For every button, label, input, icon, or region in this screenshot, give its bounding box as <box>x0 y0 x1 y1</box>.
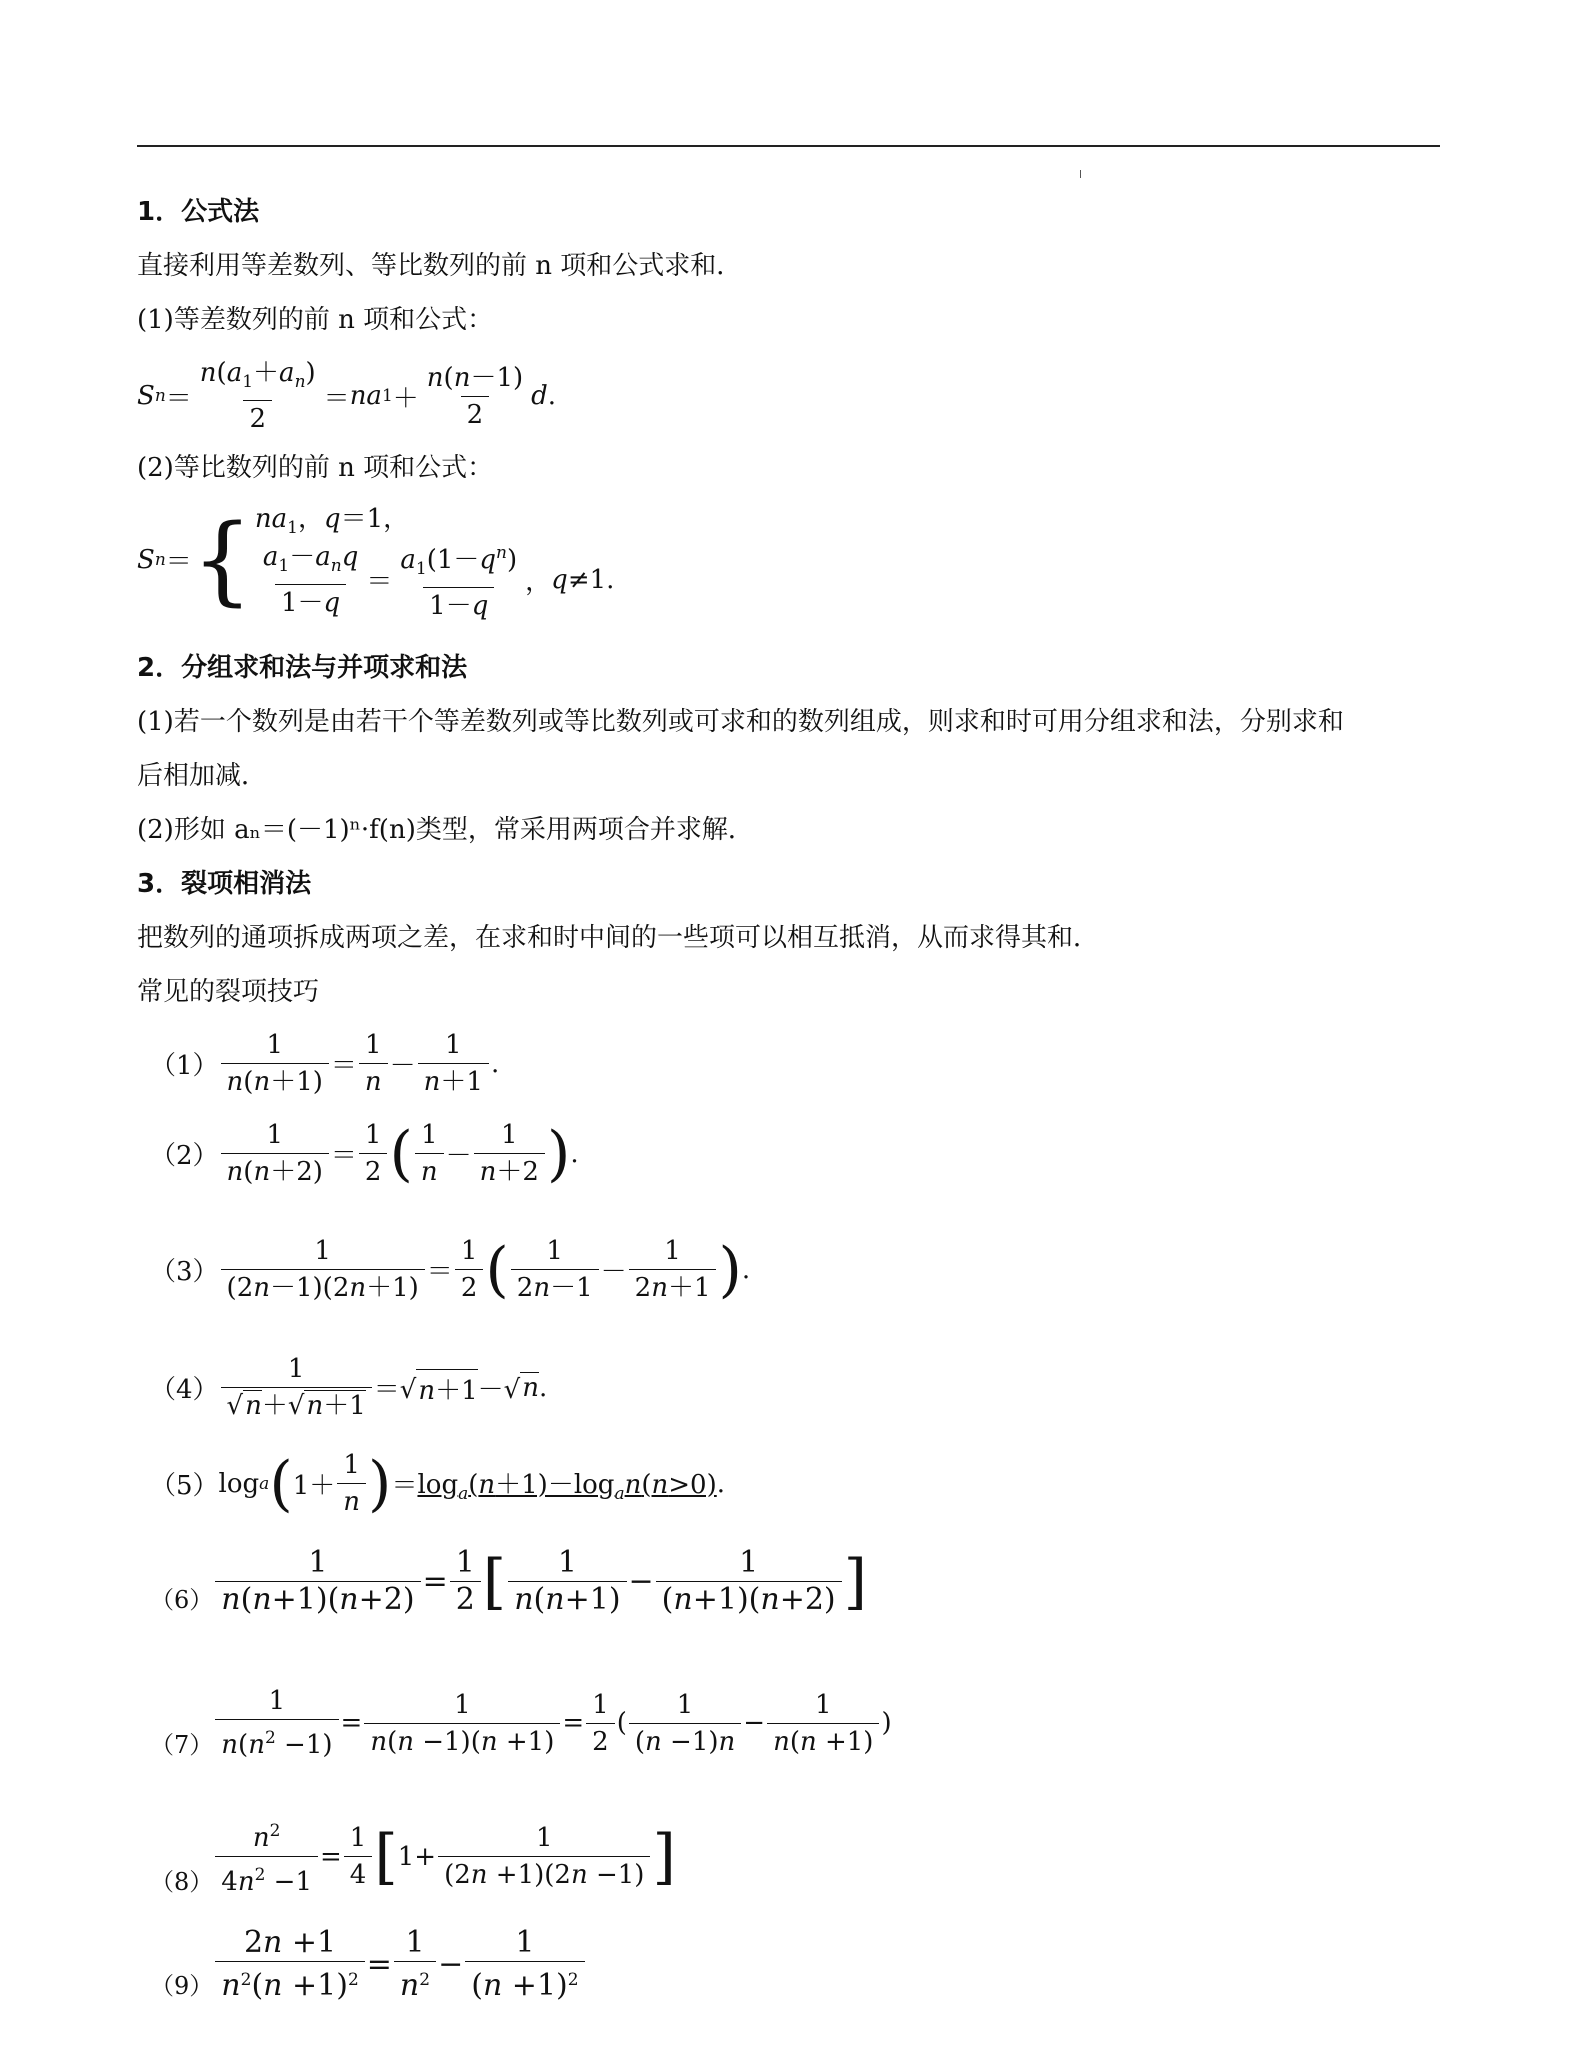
section-3-common: 常见的裂项技巧 <box>137 977 320 1007</box>
section-1-p1: (1)等差数列的前 n 项和公式： <box>137 305 494 335</box>
section-3-title: 3．裂项相消法 <box>137 869 312 899</box>
header-rule <box>137 145 1440 147</box>
section-2-p1a: (1)若一个数列是由若干个等差数列或等比数列或可求和的数列组成，则求和时可用分组求和法，分别求和 <box>137 707 1344 737</box>
label-8: （8） <box>150 1868 214 1896</box>
label-4: （4） <box>150 1375 219 1405</box>
split-formula-2: （2） $\frac{1}{n(n+2)}$ ＝ $\frac{1}{2}$ ( $\frac{1}{n}$ － $\frac{1}{n+2}$ ) . <box>150 1118 579 1189</box>
label-2: （2） <box>150 1141 219 1171</box>
formula-arith-sum: S n ＝ $\frac{n(a_1+a_n)}{2}$ ＝ na 1 ＋ $\frac{n(n-1)}{2}$ d . <box>137 358 557 434</box>
label-9: （9） <box>150 1972 214 2000</box>
label-6: （6） <box>150 1586 214 1614</box>
split-formula-8: （8） $\frac{n^2}{4n^2 -1}$ = $\frac{1}{4}$ [ 1+ $\frac{1}{(2n +1)(2n -1)}$ ] <box>150 1821 676 1897</box>
split-formula-4: （4） $\frac{1}{√n+√n+1}$ ＝√ n＋1 －√ n . <box>150 1354 548 1421</box>
label-1: （1） <box>150 1051 219 1081</box>
split-formula-1: （1） $\frac{1}{n(n+1)}$ ＝ $\frac{1}{n}$ － $\frac{1}{n+1}$ . <box>150 1030 500 1097</box>
section-2-title: 2．分组求和法与并项求和法 <box>137 653 468 683</box>
label-3: （3） <box>150 1257 219 1287</box>
split-formula-6: （6） $\frac{1}{n(n+1)(n+2)}$ = $\frac{1}{2}$ [ $\frac{1}{n(n+1)}$ − $\frac{1}{(n+1)(n+2)}$ ] <box>150 1545 868 1617</box>
label-7: （7） <box>150 1731 214 1759</box>
tick-mark <box>1080 170 1081 178</box>
split-formula-7: （7） $\frac{1}{n(n^2 -1)}$ = $\frac{1}{n(n -1)(n +1)}$ = $\frac{1}{2}$ ( $\frac{1}{(n -1)n}$ − $\frac{1}{n(n +1)}$ ) <box>150 1686 892 1760</box>
section-1-title: 1．公式法 <box>137 197 260 227</box>
formula-geom-sum: S n ＝ { $na_1$，q＝1， $\frac{a_1-a_nq}{1-q}$ ＝ $\frac{a_1(1-q^n)}{1-q}$ ， q ≠1. <box>137 503 615 621</box>
section-1-intro: 直接利用等差数列、等比数列的前 n 项和公式求和． <box>137 251 743 281</box>
label-5: （5） <box>150 1471 219 1501</box>
split-formula-9: （9） $\frac{2n +1}{n^2(n +1)^2}$ = $\frac{1}{n^2}$ − $\frac{1}{(n +1)^2}$ <box>150 1928 587 2001</box>
split-formula-5: （5） log a ( 1＋ $\frac{1}{n}$ ) ＝ $\log_a(n+1)-\log_an(n>0)$ . <box>150 1448 725 1519</box>
split-formula-3: （3） $\frac{1}{(2n-1)(2n+1)}$ ＝ $\frac{1}{2}$ ( $\frac{1}{2n-1}$ － $\frac{1}{2n+1}$ ) . <box>150 1234 751 1305</box>
section-2-p2: (2)形如 aₙ＝(－1)ⁿ·f(n)类型，常采用两项合并求解． <box>137 815 754 845</box>
section-1-p2: (2)等比数列的前 n 项和公式： <box>137 453 494 483</box>
section-2-p1b: 后相加减． <box>137 761 268 791</box>
section-3-intro: 把数列的通项拆成两项之差，在求和时中间的一些项可以相互抵消，从而求得其和． <box>137 923 1100 953</box>
